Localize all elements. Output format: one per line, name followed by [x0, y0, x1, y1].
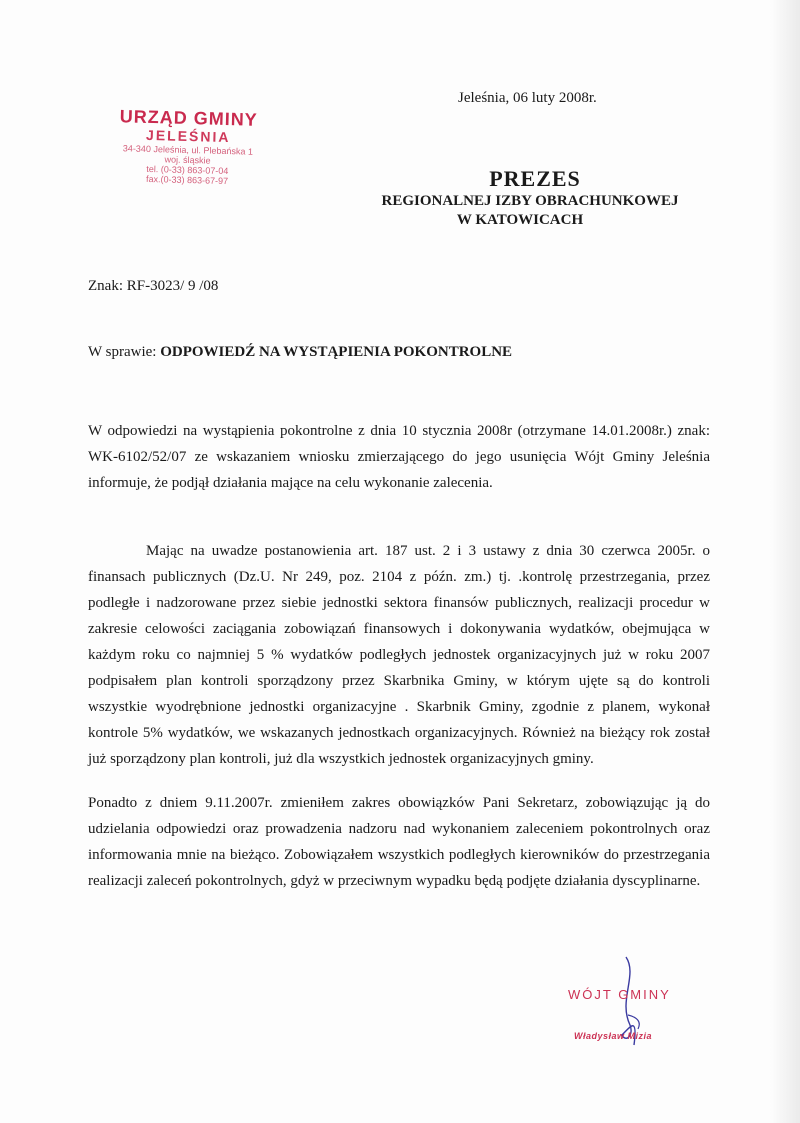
addressee-institution: REGIONALNEJ IZBY OBRACHUNKOWEJ — [381, 193, 679, 209]
addressee-city: W KATOWICACH — [456, 212, 584, 228]
subject-line — [88, 344, 512, 361]
reference-number: Znak: RF-3023/ 9 /08 — [88, 278, 219, 294]
body-paragraph-2: Mając na uwadze postanowienia art. 187 ust. 2 i 3 ustawy z dnia 30 czerwca 2005r. o finansach publicznych (Dz.U. Nr 249, poz. 2104 z późn. zm.) tj. .kontrolę przestrzegania, przez podległe i nadzorowane przez siebie jednostki sektora finansów publicznych, realizacji procedur w zakresie celowości zaciągania zobowiązań finansowych i dokonywania wydatków, obejmująca w każdym roku co najmniej 5 % wydatków podległych jednostek organizacyjnych już w roku 2007 podpisałem plan kontroli sporządzony przez Skarbnika Gminy, w którym ujęte są do kontroli wszystkie wyodrębnione jednostki organizacyjne . Skarbnik Gminy, zgodnie z planem, wykonał kontrole 5% wydatków, we wskazanych jednostkach organizacyjnych. Również na bieżący rok został już sporządzony plan kontroli, już dla wszystkich jednostek organizacyjnych gminy. — [88, 543, 710, 767]
subject-title: ODPOWIEDŹ NA WYSTĄPIENIA POKONTROLNE — [160, 344, 513, 360]
stamp-office-name: URZĄD GMINY — [119, 106, 258, 130]
signature-title: WÓJT GMINY — [568, 987, 671, 1002]
body-paragraph-1: W odpowiedzi na wystąpienia pokontrolne z dnia 10 stycznia 2008r (otrzymane 14.01.2008r.) znak: WK-6102/52/07 ze wskazaniem wniosku zmierzającego do jego usunięcia Wójt Gminy Jeleśnia informuje, że podjął działania mające na celu wykonanie zalecenia. — [88, 423, 710, 491]
signature-block — [568, 955, 688, 1055]
stamp-town: JELEŚNIA — [145, 126, 231, 146]
stamp-region: woj. śląskie — [164, 154, 211, 166]
addressee-block — [360, 166, 700, 230]
addressee-title: PREZES — [489, 166, 581, 191]
stamp-phone: tel. (0-33) 863-07-04 — [146, 163, 229, 177]
body-paragraph-3: Ponadto z dniem 9.11.2007r. zmieniłem zakres obowiązków Pani Sekretarz, zobowiązując ją do udzielania odpowiedzi oraz prowadzenia nadzoru nad wykonaniem zaleceniem pokontrolnych oraz informowania mnie na bieżąco. Zobowiązałem wszystkich podległych kierowników do przestrzegania realizacji zaleceń pokontrolnych, gdyż w przeciwnym wypadku będą podjęte działania dyscyplinarne. — [88, 795, 710, 889]
page-edge-shade — [770, 0, 800, 1123]
subject-prefix: W sprawie: — [88, 344, 161, 360]
letter-date: Jeleśnia, 06 luty 2008r. — [458, 90, 597, 106]
stamp-fax: fax.(0-33) 863-67-97 — [145, 173, 229, 187]
stamp-address: 34-340 Jeleśnia, ul. Plebańska 1 — [122, 143, 254, 157]
office-stamp — [87, 105, 289, 187]
signature-name: Władysław Mizia — [574, 1031, 653, 1041]
